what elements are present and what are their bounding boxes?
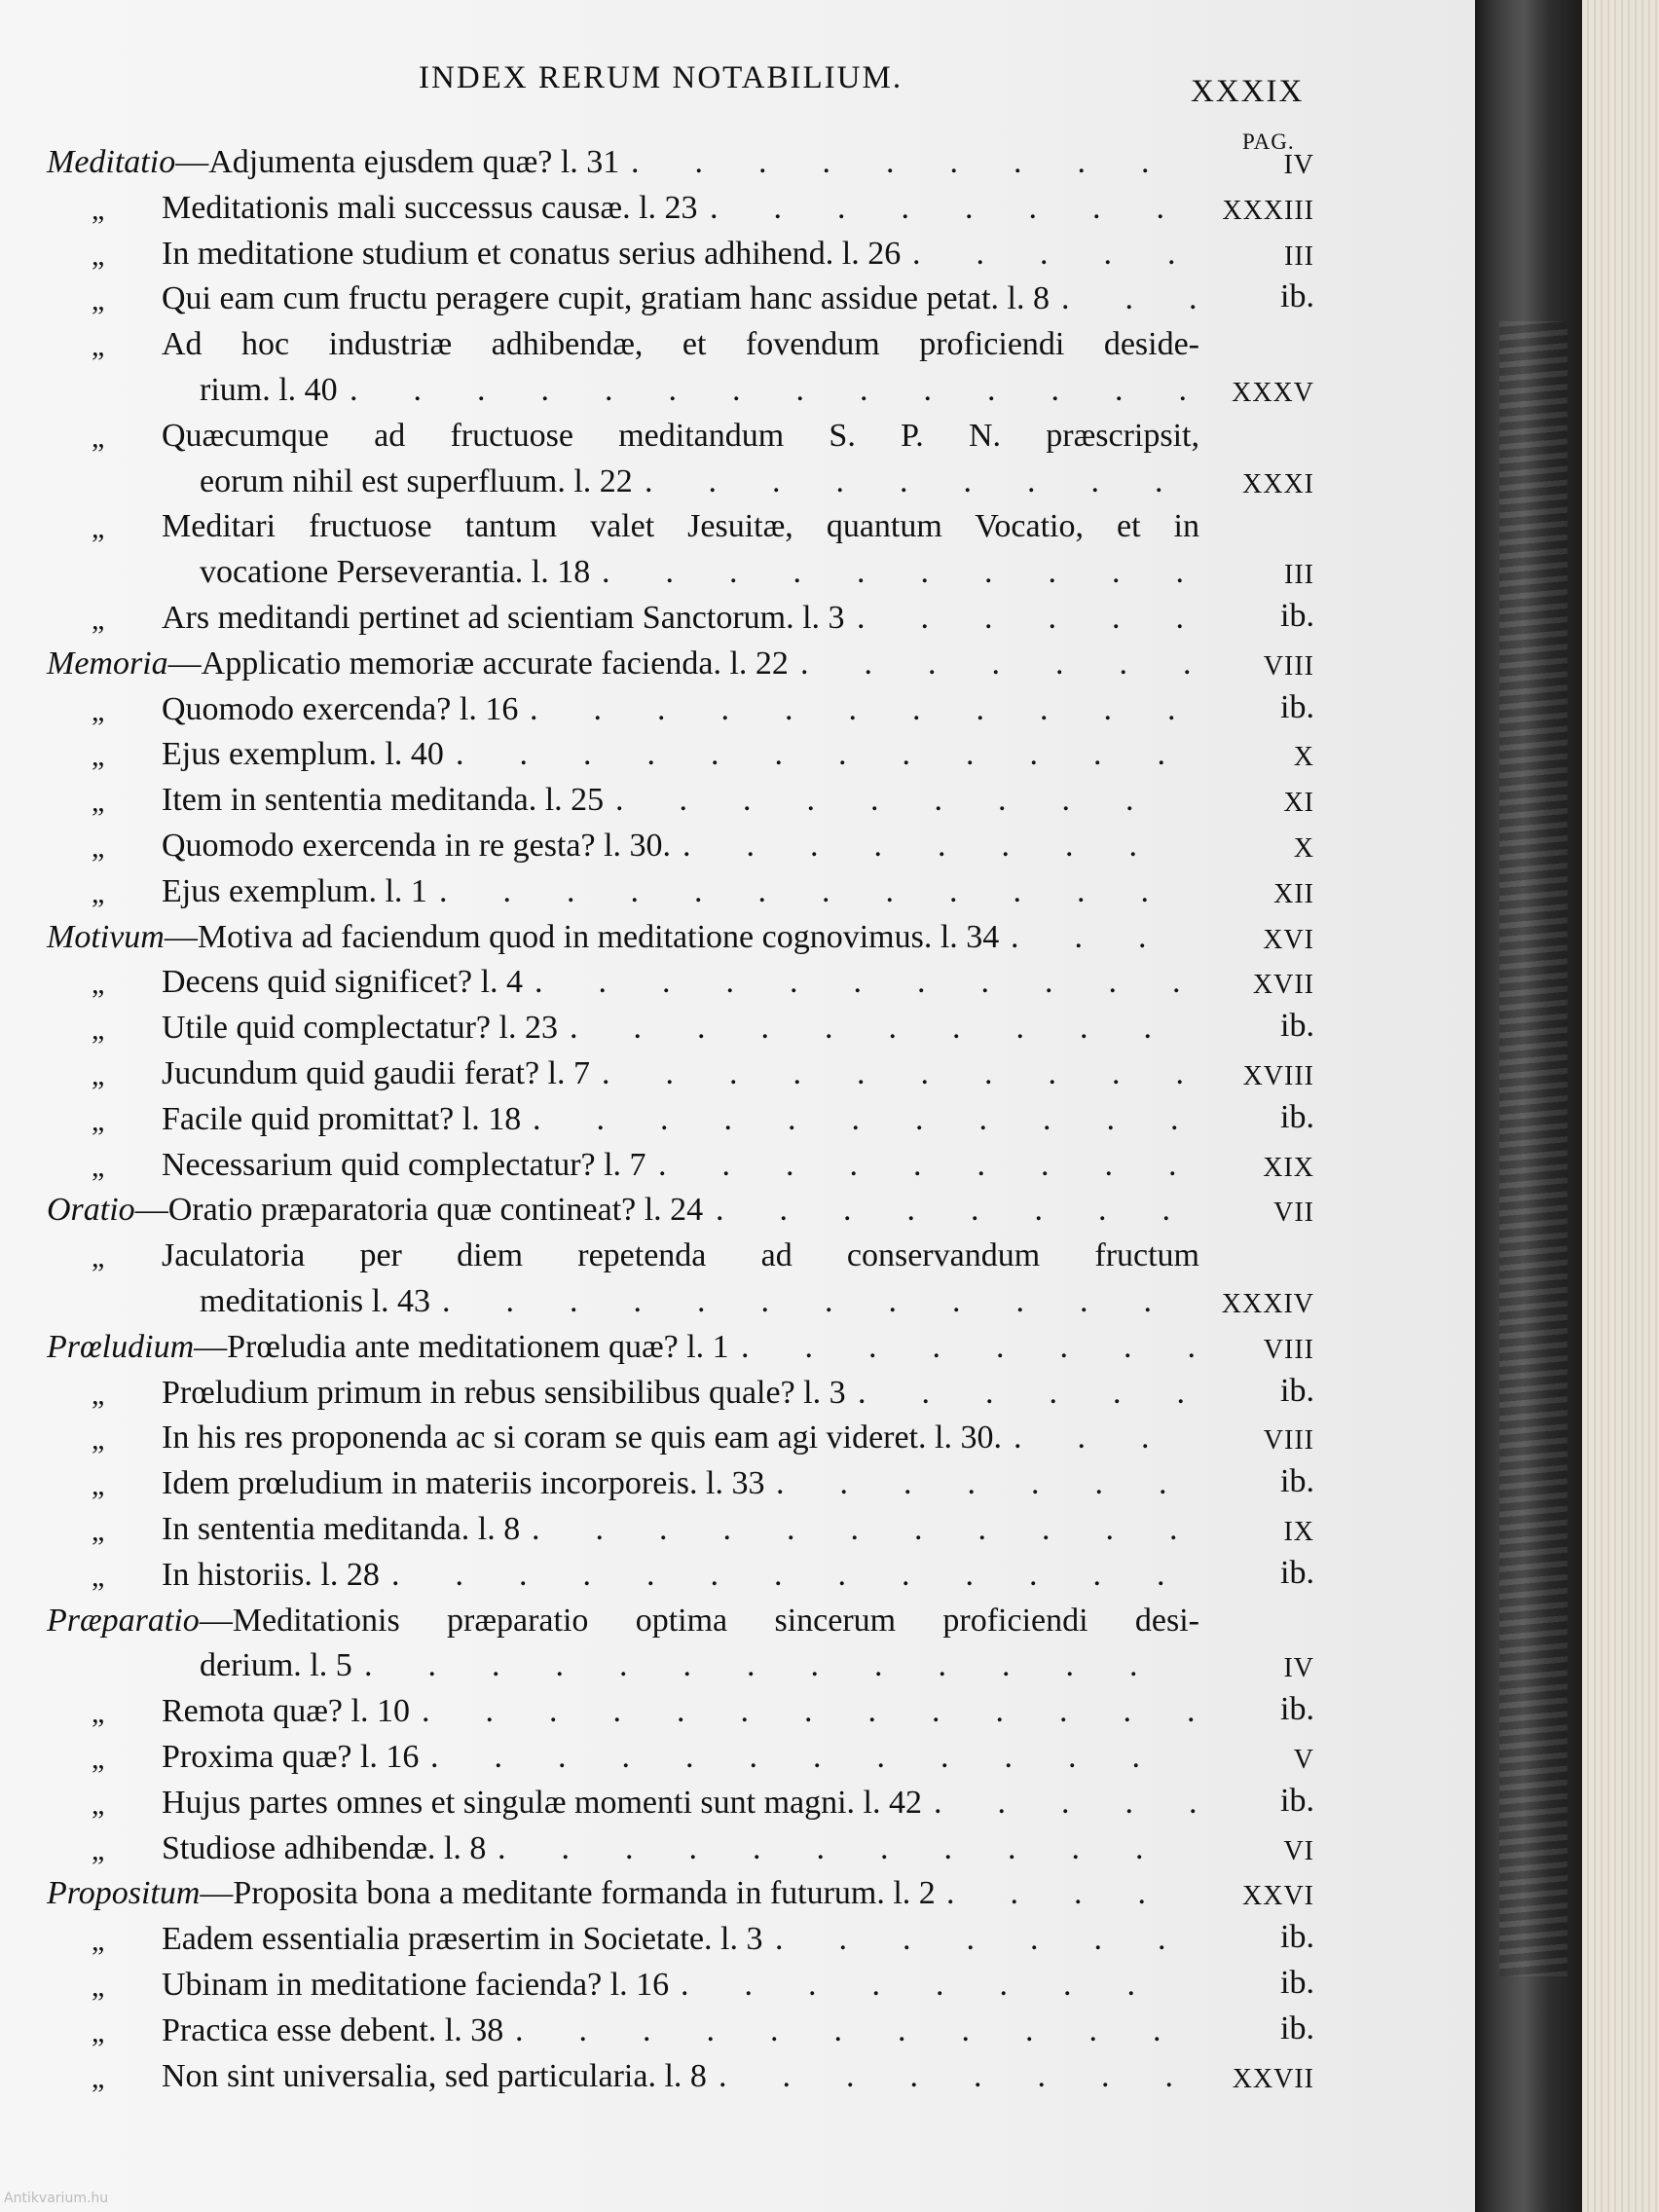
index-heading-row <box>0 1329 1324 1374</box>
entry-body: Quæcumque ad fructuose meditandum S. P. N. præscripsit, <box>162 417 1199 454</box>
leader-dots: .............. <box>350 372 1242 408</box>
entry-body: Ejus exemplum. l. 40 <box>162 736 444 773</box>
index-continuation-row <box>0 372 1324 417</box>
page-reference: XVIII <box>1242 1061 1314 1091</box>
entry-text <box>47 1875 936 1912</box>
index-subentry-row <box>0 1782 1324 1829</box>
ditto-mark: „ <box>92 694 105 727</box>
ditto-mark: „ <box>92 740 105 773</box>
ditto-mark: „ <box>92 1743 105 1775</box>
leader-dots: ..... <box>934 1784 1253 1821</box>
leader-dots: ... <box>1061 280 1253 317</box>
page-reference: VIII <box>1263 1334 1314 1365</box>
index-subentry-row <box>0 2009 1324 2057</box>
page-reference: XIX <box>1263 1152 1314 1183</box>
index-subentry-row <box>0 1010 1324 1054</box>
entry-text <box>162 418 1199 455</box>
entry-text <box>47 1192 703 1229</box>
entry-text <box>162 1921 763 1958</box>
entry-text <box>47 144 619 181</box>
page-reference: ib. <box>1280 1008 1314 1045</box>
index-subentry-row <box>0 508 1324 553</box>
page-reference: IV <box>1283 150 1314 180</box>
leader-dots: ........ <box>681 1967 1191 2003</box>
ditto-mark: „ <box>92 786 105 819</box>
page-reference: IX <box>1283 1517 1314 1547</box>
entry-heading: Meditatio <box>47 144 176 180</box>
page-reference: ib. <box>1280 278 1314 315</box>
running-title: INDEX RERUM NOTABILIUM. <box>419 60 903 95</box>
leader-dots: ........... <box>535 964 1236 1001</box>
page-reference: XVI <box>1263 924 1314 955</box>
entry-text <box>162 1511 520 1548</box>
entry-text <box>162 1693 410 1730</box>
entry-continuation: vocatione Perseverantia. l. 18 <box>200 554 591 591</box>
page-reference: ib. <box>1280 1691 1314 1728</box>
leader-dots: ........ <box>716 1192 1226 1229</box>
entry-body: Studiose adhibendæ. l. 8 <box>162 1829 487 1866</box>
ditto-mark: „ <box>92 512 105 545</box>
entry-text <box>162 508 1199 545</box>
entry-body: —Oratio præparatoria quæ contineat? l. 24 <box>134 1192 704 1229</box>
entry-text <box>162 1967 669 2004</box>
entry-body: Prœludium primum in rebus sensibilibus quale? l. 3 <box>162 1374 846 1411</box>
ditto-mark: „ <box>92 876 105 909</box>
index-heading-row <box>0 1875 1324 1920</box>
index-subentry-row <box>0 600 1324 645</box>
entry-body: Practica esse debent. l. 38 <box>162 2011 504 2048</box>
index-heading-row <box>0 1192 1324 1236</box>
entry-continuation: derium. l. 5 <box>200 1647 352 1684</box>
page-reference: ib. <box>1280 688 1314 725</box>
entry-heading: Propositum <box>47 1875 201 1912</box>
ditto-mark: „ <box>92 239 105 272</box>
ditto-mark: „ <box>92 1150 105 1183</box>
page-reference: III <box>1284 560 1314 591</box>
leader-dots: ........... <box>515 2011 1217 2048</box>
entry-text <box>162 1739 419 1776</box>
ditto-mark: „ <box>92 1925 105 1958</box>
index-subentry-row <box>0 326 1324 371</box>
leader-dots: ........ <box>741 1328 1251 1365</box>
entry-text <box>162 873 427 910</box>
page-reference: ib. <box>1280 1098 1314 1135</box>
index-continuation-row <box>0 554 1324 599</box>
index-subentry-row <box>0 1693 1324 1738</box>
page-reference: III <box>1284 240 1314 272</box>
leader-dots: ........ <box>719 2057 1229 2094</box>
index-subentry-row <box>0 1237 1324 1282</box>
index-continuation-row <box>0 1283 1324 1328</box>
page-reference: V <box>1293 1745 1314 1775</box>
page-reference: ib. <box>1280 1463 1314 1500</box>
entry-text <box>162 782 604 819</box>
entry-text <box>162 1465 764 1502</box>
entry-text <box>162 1375 846 1412</box>
page-column-label: PAG. <box>1242 129 1295 154</box>
entry-text <box>162 736 444 773</box>
index-heading-row <box>0 919 1324 964</box>
leader-dots: ......... <box>631 144 1205 180</box>
entry-text <box>162 1147 646 1184</box>
page-reference: ib. <box>1280 1919 1314 1956</box>
index-subentry-row <box>0 1511 1324 1556</box>
index-subentry-row <box>0 1739 1324 1784</box>
page-reference: XXXV <box>1232 378 1314 408</box>
entry-body: —Applicatio memoriæ accurate facienda. l. 22 <box>167 645 789 682</box>
leader-dots: ............ <box>442 1283 1207 1319</box>
page-reference: VIII <box>1263 650 1314 682</box>
ditto-mark: „ <box>92 1971 105 2003</box>
entry-text <box>162 1419 1002 1456</box>
leader-dots: ... <box>1011 918 1202 955</box>
ditto-mark: „ <box>92 1378 105 1411</box>
entry-text <box>162 1557 380 1594</box>
entry-text <box>162 964 523 1001</box>
entry-heading: Motivum <box>47 918 165 955</box>
page-edges <box>1582 0 1659 2212</box>
entry-body: Quomodo exercenda in re gesta? l. 30. <box>162 828 672 864</box>
ditto-mark: „ <box>92 1833 105 1866</box>
entry-text <box>47 1603 1199 1640</box>
leader-dots: ....... <box>776 1465 1223 1502</box>
leader-dots: ........... <box>532 1511 1234 1547</box>
entry-body: Jaculatoria per diem repetenda ad conservandum fructum <box>162 1237 1199 1274</box>
entry-heading: Præparatio <box>47 1602 200 1639</box>
leader-dots: ......... <box>645 462 1219 499</box>
index-continuation-row <box>0 463 1324 508</box>
entry-text <box>162 326 1199 363</box>
leader-dots: ..... <box>912 235 1232 272</box>
leader-dots: ........... <box>498 1829 1199 1866</box>
index-heading-row <box>0 144 1324 189</box>
ditto-mark: „ <box>92 1423 105 1456</box>
entry-body: Idem prœludium in materiis incorporeis. l. 33 <box>162 1465 765 1502</box>
book-binding <box>1475 0 1582 2212</box>
entry-body: Non sint universalia, sed particularia. l. 8 <box>162 2057 707 2094</box>
page-reference: XXXIV <box>1221 1289 1314 1319</box>
index-subentry-row <box>0 1921 1324 1966</box>
entry-text <box>162 2058 707 2095</box>
ditto-mark: „ <box>92 831 105 864</box>
ditto-mark: „ <box>92 1104 105 1137</box>
entry-body: —Motiva ad faciendum quod in meditatione cognovimus. l. 34 <box>164 918 1000 955</box>
page-reference: X <box>1293 742 1314 773</box>
index-subentry-row <box>0 1098 1324 1146</box>
leader-dots: ........ <box>710 189 1220 226</box>
leader-dots: ............ <box>430 1739 1196 1775</box>
index-subentry-row <box>0 1419 1324 1464</box>
page-reference: XVII <box>1252 970 1314 1001</box>
index-subentry-row <box>0 1465 1324 1510</box>
entry-continuation: meditationis l. 43 <box>200 1283 431 1319</box>
page-reference: IV <box>1283 1653 1314 1684</box>
entry-text <box>47 919 999 956</box>
entry-body: Jucundum quid gaudii ferat? l. 7 <box>162 1055 591 1091</box>
index-subentry-row <box>0 1147 1324 1192</box>
entry-text <box>162 190 698 227</box>
entry-text <box>162 1785 922 1822</box>
entry-heading: Memoria <box>47 645 168 682</box>
entry-body: Decens quid significet? l. 4 <box>162 964 524 1001</box>
ditto-mark: „ <box>92 1059 105 1091</box>
leader-dots: ......... <box>658 1146 1233 1183</box>
entry-text <box>162 1237 1199 1274</box>
leader-dots: ........ <box>682 828 1193 864</box>
index-subentry-row <box>0 873 1324 918</box>
entry-text <box>162 2012 503 2049</box>
index-subentry-row <box>0 828 1324 872</box>
leader-dots: ......... <box>615 782 1190 819</box>
entry-text <box>162 1101 521 1138</box>
page-reference: XII <box>1273 878 1314 909</box>
entry-text <box>162 236 901 273</box>
leader-dots: ............. <box>391 1556 1221 1593</box>
entry-body: Eadem essentialia præsertim in Societate. l. 3 <box>162 1921 763 1958</box>
entry-body: In meditatione studium et conatus serius adhihend. l. 26 <box>162 235 902 272</box>
entry-body: Proxima quæ? l. 16 <box>162 1739 420 1775</box>
ditto-mark: „ <box>92 968 105 1001</box>
entry-body: Remota quæ? l. 10 <box>162 1693 410 1730</box>
entry-body: In his res proponenda ac si coram se quis eam agi videret. l. 30. <box>162 1419 1002 1456</box>
leader-dots: ....... <box>800 645 1247 682</box>
page-reference: VIII <box>1263 1425 1314 1456</box>
entry-text <box>162 1055 590 1092</box>
page-reference: X <box>1293 833 1314 864</box>
entry-body: In sententia meditanda. l. 8 <box>162 1511 521 1547</box>
ditto-mark: „ <box>92 284 105 317</box>
leader-dots: .... <box>946 1875 1201 1912</box>
ditto-mark: „ <box>92 1788 105 1821</box>
index-subentry-row <box>0 1055 1324 1100</box>
entry-text <box>162 600 845 637</box>
page-reference: VI <box>1283 1835 1314 1866</box>
ditto-mark: „ <box>92 421 105 454</box>
leader-dots: ............ <box>456 736 1221 773</box>
index-subentry-row <box>0 782 1324 827</box>
index-subentry-row <box>0 736 1324 781</box>
entry-body: Meditari fructuose tantum valet Jesuitæ, quantum Vocatio, et in <box>162 508 1199 545</box>
index-subentry-row <box>0 964 1324 1009</box>
entry-body: —Prœludia ante meditationem quæ? l. 1 <box>194 1328 729 1365</box>
index-subentry-row <box>0 236 1324 280</box>
page-number: XXXIX <box>1191 74 1305 109</box>
page-reference: ib. <box>1280 1782 1314 1819</box>
page-reference: ib. <box>1280 2009 1314 2046</box>
page-reference: XXVII <box>1232 2063 1314 2094</box>
entry-body: Ejus exemplum. l. 1 <box>162 872 427 909</box>
index-heading-row <box>0 1603 1324 1647</box>
entry-body: Ubinam in meditatione facienda? l. 16 <box>162 1967 670 2003</box>
leader-dots: ...... <box>857 600 1239 636</box>
ditto-mark: „ <box>92 1560 105 1593</box>
entry-body: Item in sententia meditanda. l. 25 <box>162 782 605 819</box>
page-reference: ib. <box>1280 1554 1314 1591</box>
index-subentry-row <box>0 1554 1324 1602</box>
ditto-mark: „ <box>92 604 105 636</box>
entry-text <box>47 645 789 682</box>
entry-continuation: rium. l. 40 <box>200 372 338 408</box>
entry-body: Qui eam cum fructu peragere cupit, gratiam hanc assidue petat. l. 8 <box>162 280 1050 317</box>
index-subentry-row <box>0 418 1324 462</box>
page-reference: ib. <box>1280 598 1314 634</box>
ditto-mark: „ <box>92 1014 105 1047</box>
entry-continuation: eorum nihil est superfluum. l. 22 <box>200 462 633 499</box>
entry-text <box>162 1830 486 1867</box>
entry-body: Hujus partes omnes et singulæ momenti sunt magni. l. 42 <box>162 1784 923 1821</box>
entry-body: Facile quid promittat? l. 18 <box>162 1100 522 1137</box>
watermark: Antikvarium.hu <box>4 2191 109 2206</box>
entry-body: Necessarium quid complectatur? l. 7 <box>162 1146 646 1183</box>
index-subentry-row <box>0 1830 1324 1875</box>
entry-body: —Proposita bona a meditante formanda in futurum. l. 2 <box>200 1875 936 1912</box>
index-subentry-row <box>0 2058 1324 2103</box>
index-subentry-row <box>0 1372 1324 1419</box>
entry-body: Ad hoc industriæ adhibendæ, et fovendum proficiendi deside- <box>162 326 1199 363</box>
entry-body: Utile quid complectatur? l. 23 <box>162 1010 558 1047</box>
ditto-mark: „ <box>92 193 105 226</box>
leader-dots: ............. <box>364 1647 1194 1684</box>
leader-dots: ............ <box>439 872 1204 909</box>
leader-dots: ...... <box>858 1374 1240 1411</box>
leader-dots: .......... <box>570 1010 1207 1047</box>
entry-body: —Adjumenta ejusdem quæ? l. 31 <box>175 144 620 180</box>
leader-dots: ... <box>1014 1419 1205 1456</box>
page-reference: VII <box>1273 1198 1314 1229</box>
ditto-mark: „ <box>92 1515 105 1547</box>
leader-dots: ........... <box>530 690 1232 727</box>
page-reference: XXXI <box>1242 468 1314 499</box>
index-subentry-row <box>0 688 1324 736</box>
page-reference: ib. <box>1280 1965 1314 2001</box>
entry-heading: Prœludium <box>47 1328 195 1365</box>
entry-body: In historiis. l. 28 <box>162 1556 380 1593</box>
entry-text <box>162 280 1050 317</box>
ditto-mark: „ <box>92 1241 105 1274</box>
index-continuation-row <box>0 1647 1324 1692</box>
entry-body: —Meditationis præparatio optima sincerum proficiendi desi- <box>199 1602 1199 1639</box>
page-reference: ib. <box>1280 1372 1314 1409</box>
entry-text <box>162 828 671 865</box>
ditto-mark: „ <box>92 330 105 363</box>
leader-dots: ....... <box>775 1921 1222 1958</box>
ditto-mark: „ <box>92 1697 105 1730</box>
index-heading-row <box>0 645 1324 690</box>
index-subentry-row <box>0 280 1324 325</box>
leader-dots: ........... <box>533 1100 1235 1137</box>
leader-dots: .......... <box>602 554 1239 591</box>
entry-body: Meditationis mali successus causæ. l. 23 <box>162 189 698 226</box>
leader-dots: ............. <box>422 1693 1251 1730</box>
page-reference: XXVI <box>1242 1881 1314 1912</box>
index-subentry-row <box>0 190 1324 235</box>
entry-body: Ars meditandi pertinet ad scientiam Sanctorum. l. 3 <box>162 600 845 636</box>
ditto-mark: „ <box>92 1469 105 1502</box>
entry-text <box>162 1010 558 1047</box>
leader-dots: .......... <box>602 1055 1239 1091</box>
entry-text <box>162 691 518 728</box>
ditto-mark: „ <box>92 2015 105 2048</box>
ditto-mark: „ <box>92 2061 105 2094</box>
page-reference: XXXIII <box>1222 195 1314 226</box>
entry-heading: Oratio <box>47 1192 135 1229</box>
entry-text <box>47 1329 729 1366</box>
page-reference: XI <box>1283 788 1314 819</box>
index-subentry-row <box>0 1967 1324 2011</box>
entry-body: Quomodo exercenda? l. 16 <box>162 690 519 727</box>
